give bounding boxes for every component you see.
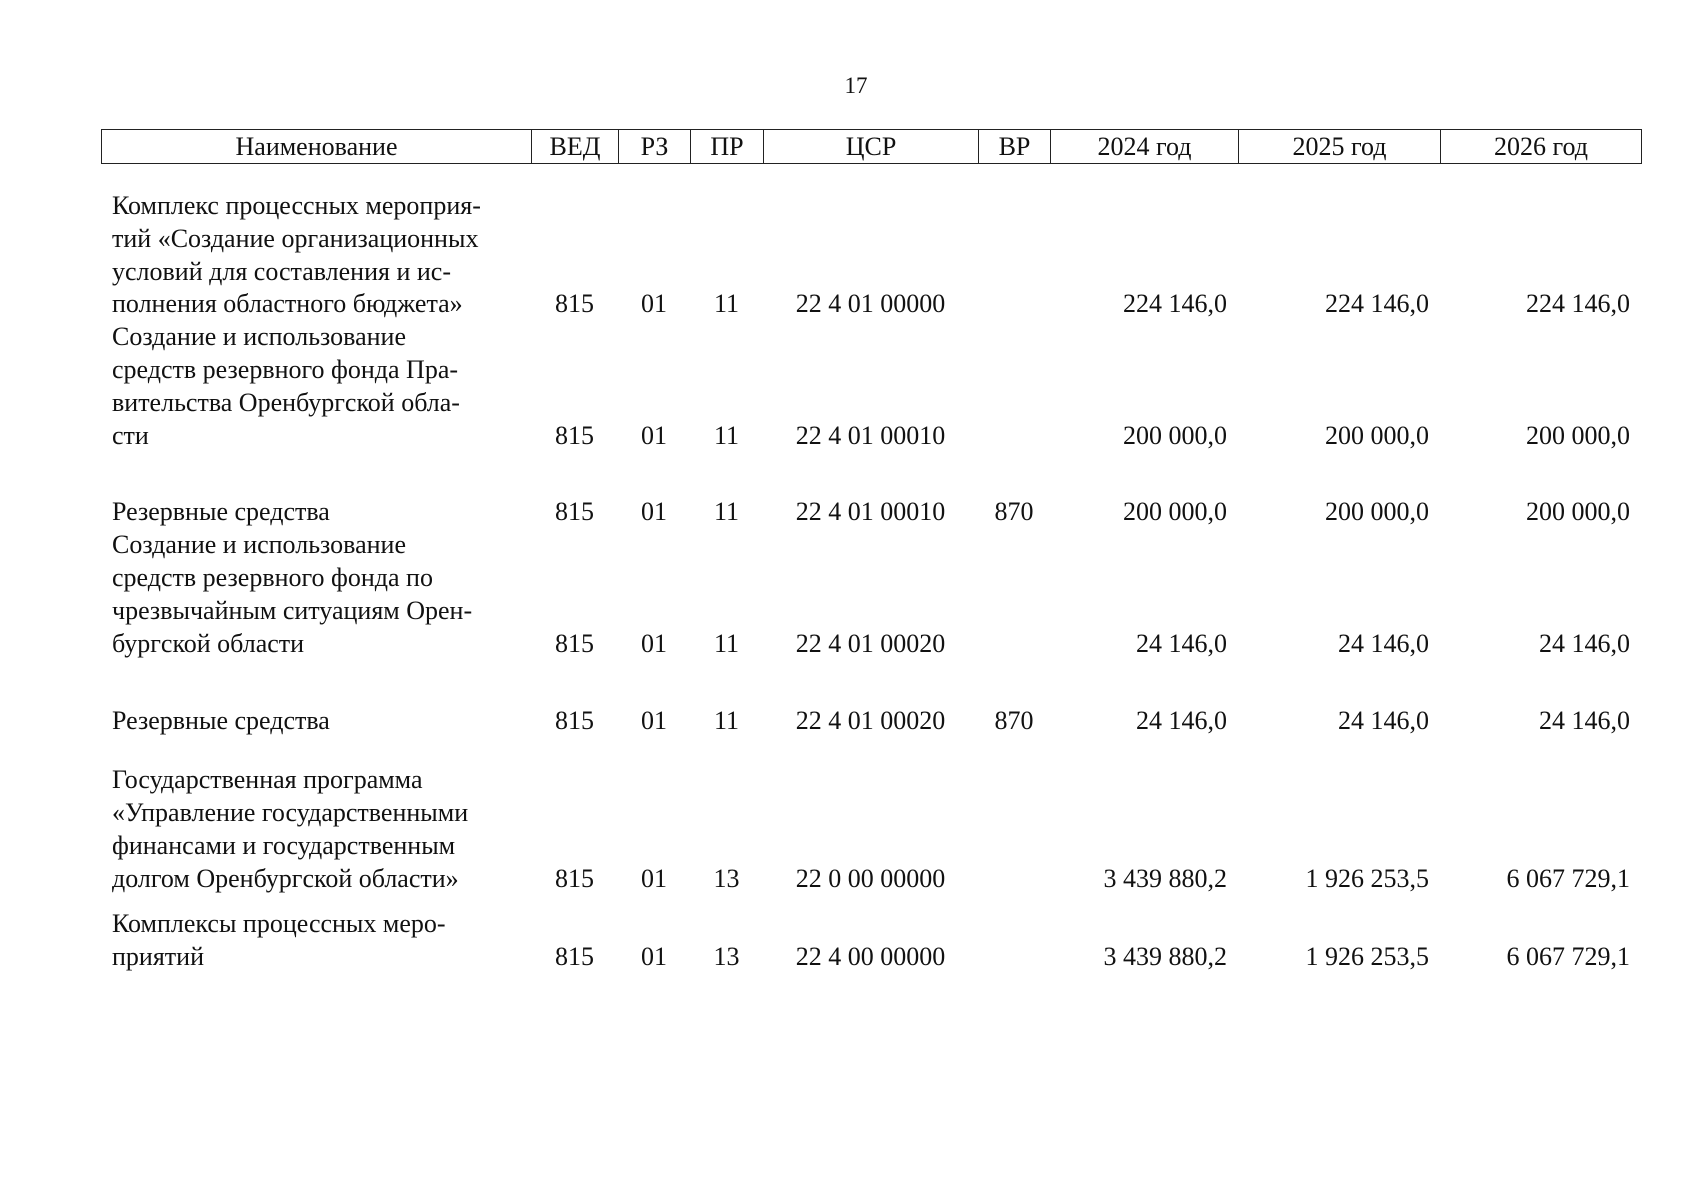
row-2026: 6 067 729,1 (1506, 942, 1630, 972)
name-line: Комплекс процессных мероприя- (112, 191, 481, 220)
header-csr: ЦСР (764, 130, 979, 164)
table-row (101, 529, 1641, 660)
row-2026: 224 146,0 (1526, 289, 1630, 319)
header-pr: ПР (691, 130, 764, 164)
name-line: условий для составления и ис- (112, 256, 451, 286)
row-rz: 01 (641, 706, 667, 736)
name-line: бургской области (112, 628, 305, 658)
table-row (101, 496, 1641, 529)
row-pr: 11 (713, 420, 740, 450)
row-csr: 22 4 01 00020 (795, 628, 946, 658)
row-2026: 24 146,0 (1539, 706, 1630, 736)
row-ved: 815 (555, 289, 594, 319)
row-2024: 3 439 880,2 (1103, 942, 1227, 972)
row-gap (101, 452, 1641, 496)
table-row (101, 321, 1641, 452)
row-2025: 200 000,0 (1325, 497, 1429, 527)
row-name (101, 321, 531, 452)
row-2024: 24 146,0 (1136, 706, 1227, 736)
row-gap (101, 660, 1641, 705)
row-2024: 200 000,0 (1123, 497, 1227, 527)
table-row (101, 764, 1641, 895)
name-line: тий «Создание организационных (112, 223, 479, 253)
row-pr: 11 (713, 628, 740, 658)
row-2025: 224 146,0 (1325, 289, 1429, 319)
row-rz: 01 (641, 289, 667, 319)
name-line: приятий (112, 942, 204, 972)
header-name: Наименование (102, 130, 532, 164)
name-line: средств резервного фонда по (112, 562, 433, 592)
name-line: средств резервного фонда Пра- (112, 354, 459, 384)
row-vr (978, 190, 1050, 321)
row-pr: 13 (713, 942, 740, 972)
name-line: вительства Оренбургской обла- (112, 387, 460, 417)
row-name (101, 529, 531, 660)
row-ved: 815 (555, 628, 594, 658)
row-vr: 870 (994, 497, 1034, 527)
row-csr: 22 4 01 00000 (795, 289, 946, 319)
row-rz: 01 (641, 628, 667, 658)
row-2025: 24 146,0 (1338, 706, 1429, 736)
row-ved: 815 (555, 863, 594, 893)
row-2026: 200 000,0 (1526, 420, 1630, 450)
row-rz: 01 (641, 863, 667, 893)
budget-table (101, 190, 1641, 974)
row-pr: 11 (713, 289, 740, 319)
row-csr: 22 4 00 00000 (795, 942, 946, 972)
table-row (101, 190, 1641, 321)
name-line: «Управление государственными (112, 797, 469, 827)
name-line: финансами и государственным (112, 830, 456, 860)
row-csr: 22 0 00 00000 (795, 863, 946, 893)
name-line: Резервные средства (112, 706, 330, 736)
row-vr (978, 764, 1050, 895)
row-2025: 1 926 253,5 (1305, 863, 1429, 893)
page-number: 17 (844, 73, 868, 98)
header-2024: 2024 год (1051, 130, 1239, 164)
row-2025: 200 000,0 (1325, 420, 1429, 450)
row-rz: 01 (641, 497, 667, 527)
name-line: чрезвычайным ситуациям Орен- (112, 595, 473, 625)
row-2025: 1 926 253,5 (1305, 942, 1429, 972)
row-pr: 13 (713, 863, 740, 893)
row-gap (101, 738, 1641, 764)
row-csr: 22 4 01 00010 (795, 497, 946, 527)
name-line: Создание и использование (112, 530, 407, 560)
row-2025: 24 146,0 (1338, 628, 1429, 658)
row-name (101, 190, 531, 321)
name-line: сти (112, 420, 149, 450)
header-vr: ВР (979, 130, 1051, 164)
row-2024: 3 439 880,2 (1103, 863, 1227, 893)
name-line: Комплексы процессных меро- (112, 909, 446, 939)
row-2024: 224 146,0 (1123, 289, 1227, 319)
row-2024: 24 146,0 (1136, 628, 1227, 658)
row-ved: 815 (555, 420, 594, 450)
name-line: Государственная программа (112, 765, 423, 795)
row-vr (978, 529, 1050, 660)
header-2025: 2025 год (1239, 130, 1441, 164)
name-line: долгом Оренбургской области» (112, 863, 459, 893)
row-vr (978, 321, 1050, 452)
table-header (101, 129, 1642, 164)
row-csr: 22 4 01 00020 (795, 706, 946, 736)
row-2026: 6 067 729,1 (1506, 863, 1630, 893)
row-rz: 01 (641, 942, 667, 972)
row-name (101, 908, 531, 974)
row-rz: 01 (641, 420, 667, 450)
row-pr: 11 (713, 706, 740, 736)
table-row (101, 908, 1641, 974)
name-line: полнения областного бюджета» (112, 289, 463, 319)
row-vr (978, 908, 1050, 974)
name-line: Резервные средства (112, 497, 330, 527)
row-name (101, 705, 531, 738)
header-rz: РЗ (619, 130, 691, 164)
row-2024: 200 000,0 (1123, 420, 1227, 450)
header-2026: 2026 год (1441, 130, 1642, 164)
name-line: Создание и использование (112, 322, 407, 352)
row-name (101, 496, 531, 529)
row-ved: 815 (555, 706, 594, 736)
row-ved: 815 (555, 942, 594, 972)
header-ved: ВЕД (532, 130, 619, 164)
row-csr: 22 4 01 00010 (795, 420, 946, 450)
row-pr: 11 (713, 497, 740, 527)
row-2026: 200 000,0 (1526, 497, 1630, 527)
row-name (101, 764, 531, 895)
row-vr: 870 (994, 706, 1034, 736)
table-row (101, 705, 1641, 738)
row-ved: 815 (555, 497, 594, 527)
row-2026: 24 146,0 (1539, 628, 1630, 658)
row-gap (101, 895, 1641, 908)
